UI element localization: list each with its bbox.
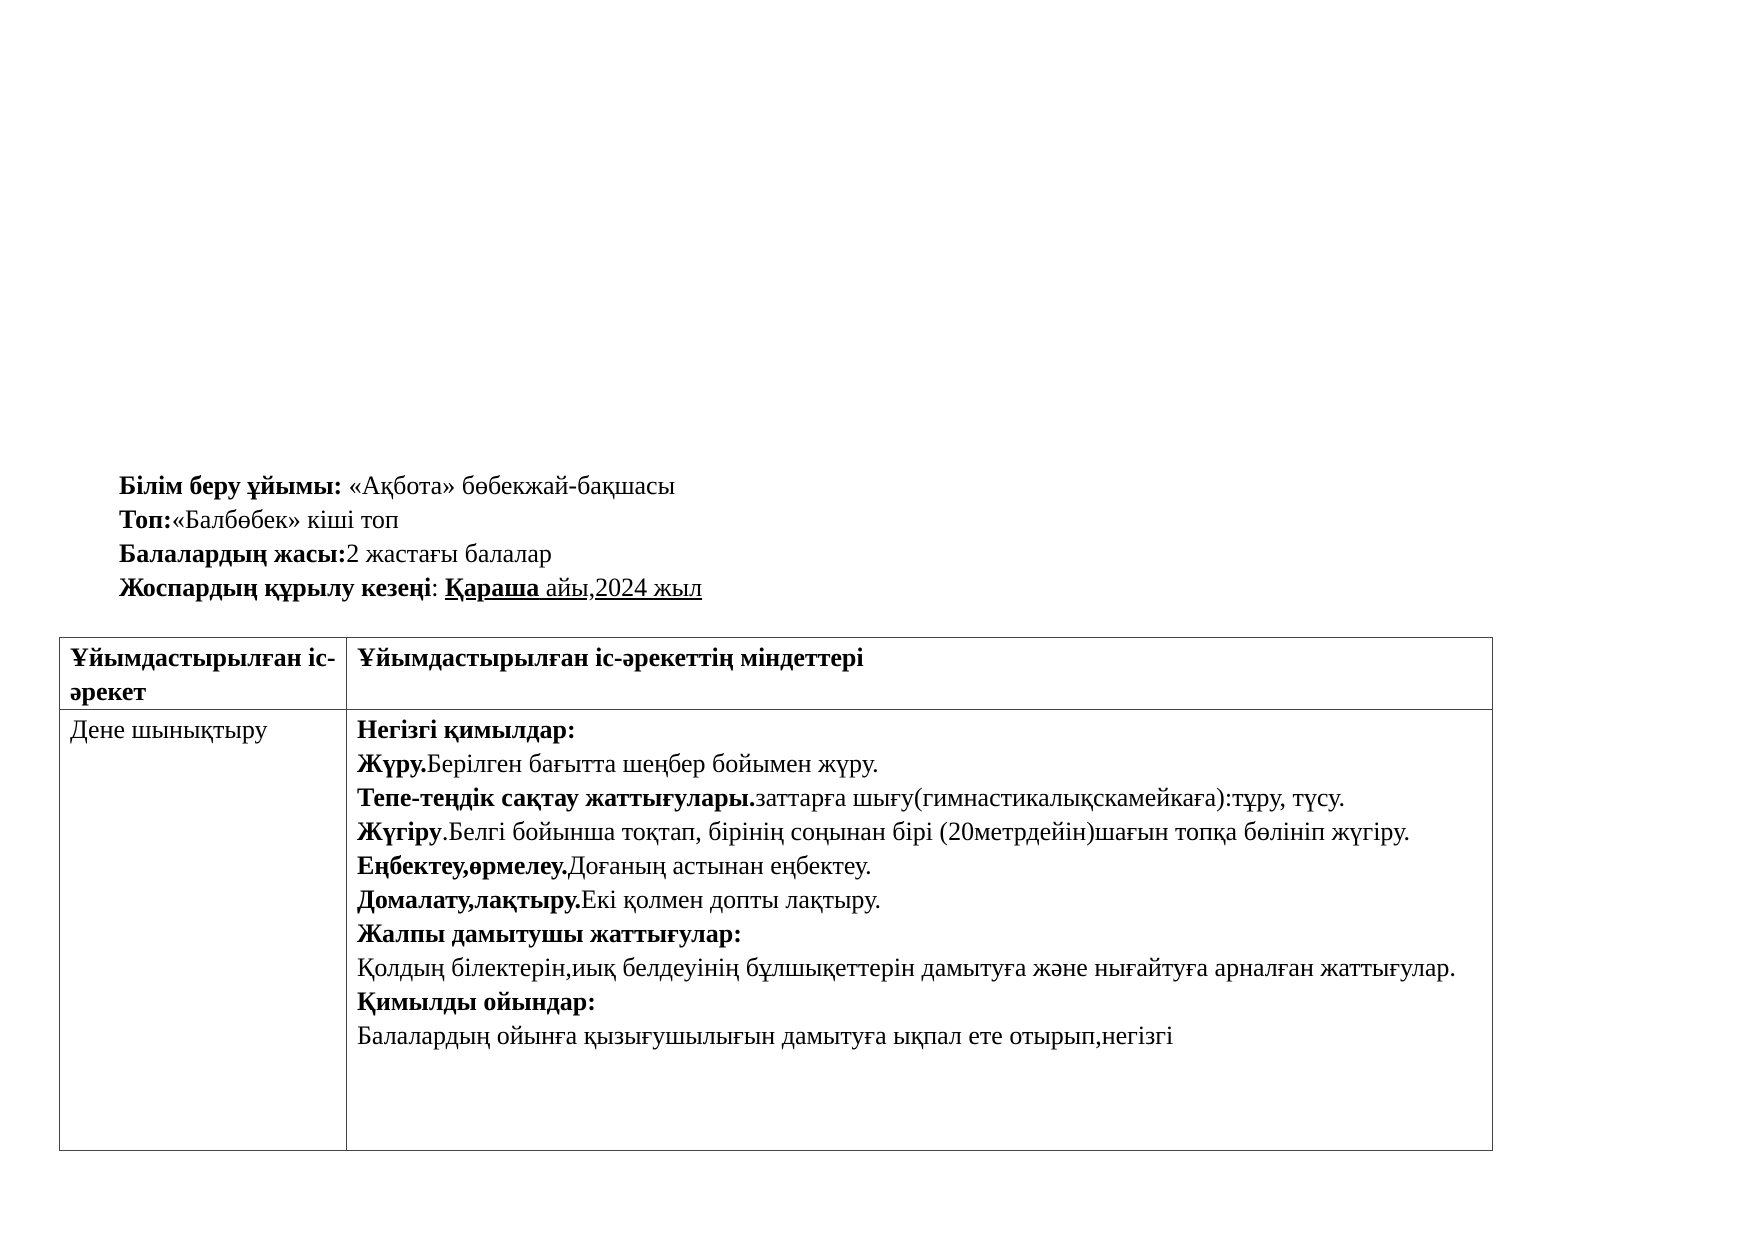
age-label: Балалардың жасы: [119,539,347,568]
task-heading: Тепе-теңдік сақтау жаттығулары. [357,783,756,812]
task-line [357,985,1482,1019]
tasks-cell [347,710,1493,1151]
task-line [357,951,1482,985]
task-heading: Жүгіру [357,817,442,846]
task-text: Берілген бағытта шеңбер бойымен жүру. [426,749,879,778]
activity-table [59,637,1493,1151]
task-text: Доғаның астынан еңбектеу. [567,851,872,880]
task-line [357,815,1482,849]
period-line [119,571,702,605]
task-heading: Жүру. [357,749,427,778]
activity-cell: Дене шынықтыру [60,710,347,1151]
period-rest: айы,2024 жыл [539,573,703,602]
org-label: Білім беру ұйымы: [119,471,343,500]
task-line [357,747,1482,781]
task-line [357,713,1482,747]
task-heading: Қимылды ойындар: [357,987,596,1016]
table-header-row [60,638,1493,710]
period-colon: : [431,573,445,602]
group-line [119,503,702,537]
column-header-tasks: Ұйымдастырылған іс-әрекеттің міндеттері [347,638,1493,710]
task-text: Қолдың білектерін,иық белдеуінің бұлшықеттерін дамытуға және нығайтуға арналған жаттығулар. [357,953,1456,982]
task-text: Екі қолмен допты лақтыру. [581,885,881,914]
period-label: Жоспардың құрылу кезеңі [119,573,432,602]
table-row [60,710,1493,1151]
period-month: Қараша [444,573,540,602]
task-line [357,917,1482,951]
task-heading: Негізгі қимылдар: [357,715,576,744]
document-header [119,469,702,605]
column-header-activity: Ұйымдастырылған іс-әрекет [60,638,347,710]
group-label: Топ: [119,505,172,534]
age-line [119,537,702,571]
task-text: заттарға шығу(гимнастикалықскамейкаға):тұру, түсу. [755,783,1345,812]
task-line [357,883,1482,917]
task-text: .Белгі бойынша тоқтап, бірінің соңынан бірі (20метрдейін)шағын топқа бөлініп жүгіру. [441,817,1410,846]
task-heading: Домалату,лақтыру. [357,885,582,914]
org-line [119,469,702,503]
task-heading: Еңбектеу,өрмелеу. [357,851,568,880]
task-heading: Жалпы дамытушы жаттығулар: [357,919,742,948]
group-value: «Балбөбек» кіші топ [171,505,399,534]
age-value: 2 жастағы балалар [346,539,552,568]
task-line [357,781,1482,815]
task-text: Балалардың ойынға қызығушылығын дамытуға ықпал ете отырып,негізгі [357,1021,1174,1050]
org-value: «Ақбота» бөбекжай-бақшасы [342,471,676,500]
task-line [357,849,1482,883]
task-line [357,1019,1482,1053]
